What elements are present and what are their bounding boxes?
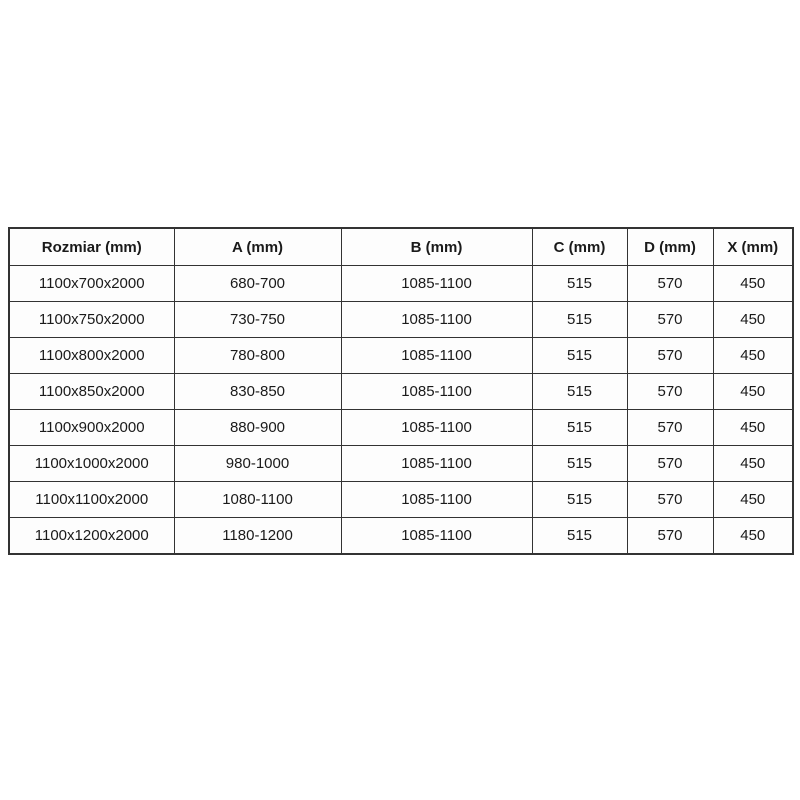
table-cell: 1100x900x2000: [9, 410, 174, 446]
size-spec-table-container: [8, 227, 794, 555]
table-cell: 1085-1100: [341, 446, 532, 482]
table-cell: 450: [713, 374, 793, 410]
table-cell: 1180-1200: [174, 518, 341, 555]
table-cell: 1100x750x2000: [9, 302, 174, 338]
table-row: [9, 410, 793, 446]
table-cell: 450: [713, 446, 793, 482]
table-cell: 780-800: [174, 338, 341, 374]
table-cell: 570: [627, 302, 713, 338]
table-cell: 450: [713, 518, 793, 555]
table-cell: 515: [532, 302, 627, 338]
table-cell: 1100x1100x2000: [9, 482, 174, 518]
table-cell: 1100x800x2000: [9, 338, 174, 374]
table-row: [9, 374, 793, 410]
table-row: [9, 338, 793, 374]
table-cell: 515: [532, 338, 627, 374]
table-row: [9, 446, 793, 482]
column-header-b: B (mm): [341, 228, 532, 266]
table-cell: 1085-1100: [341, 518, 532, 555]
table-cell: 1100x850x2000: [9, 374, 174, 410]
table-cell: 880-900: [174, 410, 341, 446]
column-header-c: C (mm): [532, 228, 627, 266]
table-cell: 1085-1100: [341, 302, 532, 338]
size-spec-table: [8, 227, 794, 555]
table-cell: 830-850: [174, 374, 341, 410]
table-row: [9, 266, 793, 302]
table-row: [9, 302, 793, 338]
column-header-x: X (mm): [713, 228, 793, 266]
table-cell: 570: [627, 374, 713, 410]
table-cell: 570: [627, 518, 713, 555]
table-cell: 515: [532, 374, 627, 410]
table-cell: 730-750: [174, 302, 341, 338]
table-cell: 570: [627, 482, 713, 518]
table-cell: 515: [532, 446, 627, 482]
table-cell: 515: [532, 518, 627, 555]
column-header-a: A (mm): [174, 228, 341, 266]
table-cell: 980-1000: [174, 446, 341, 482]
column-header-rozmiar: Rozmiar (mm): [9, 228, 174, 266]
table-cell: 1100x1000x2000: [9, 446, 174, 482]
table-cell: 450: [713, 302, 793, 338]
table-cell: 1100x700x2000: [9, 266, 174, 302]
table-cell: 1085-1100: [341, 410, 532, 446]
table-cell: 515: [532, 410, 627, 446]
table-cell: 570: [627, 410, 713, 446]
table-row: [9, 518, 793, 555]
table-cell: 450: [713, 482, 793, 518]
table-cell: 515: [532, 482, 627, 518]
table-row: [9, 482, 793, 518]
table-cell: 1100x1200x2000: [9, 518, 174, 555]
table-cell: 570: [627, 446, 713, 482]
table-cell: 570: [627, 338, 713, 374]
table-header-row: [9, 228, 793, 266]
column-header-d: D (mm): [627, 228, 713, 266]
table-cell: 450: [713, 338, 793, 374]
table-cell: 515: [532, 266, 627, 302]
table-cell: 1085-1100: [341, 266, 532, 302]
table-cell: 570: [627, 266, 713, 302]
table-cell: 450: [713, 266, 793, 302]
table-cell: 450: [713, 410, 793, 446]
table-cell: 680-700: [174, 266, 341, 302]
table-cell: 1080-1100: [174, 482, 341, 518]
table-cell: 1085-1100: [341, 338, 532, 374]
table-cell: 1085-1100: [341, 374, 532, 410]
table-cell: 1085-1100: [341, 482, 532, 518]
